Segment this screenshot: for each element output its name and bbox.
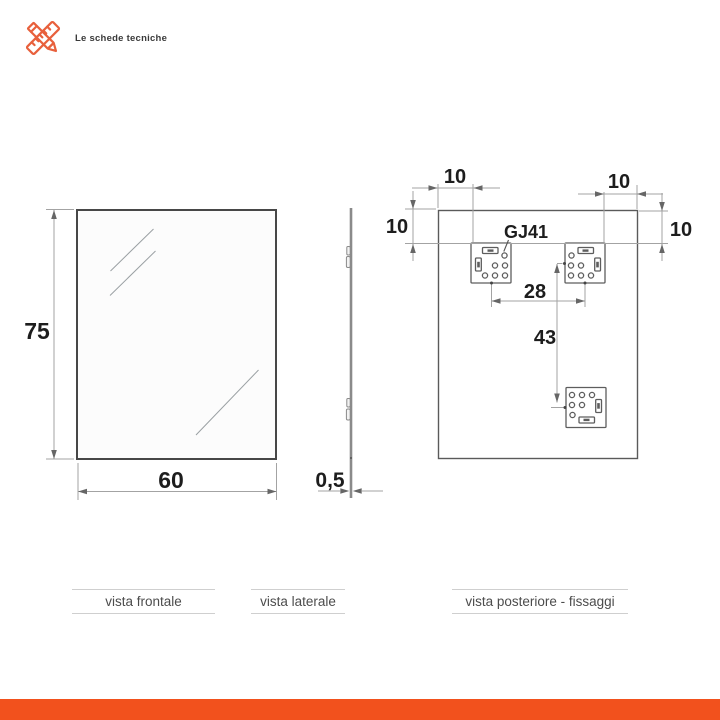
rear-dim-top-left [412,166,500,191]
front-view [24,210,276,501]
bracket-top-right [565,243,605,283]
side-thickness-label: 0,5 [315,469,345,492]
bracket-model-label: GJ41 [503,222,549,242]
rear-dim-side-left-label: 10 [385,216,409,238]
rear-dim-side-right-label: 10 [669,219,693,241]
brand-name: Le schede tecniche [75,32,168,44]
side-hook-top [346,247,350,268]
side-hook-bottom [346,399,350,421]
footer-accent-bar [0,699,720,720]
side-thickness-dimension [315,469,383,494]
rear-view [386,166,692,459]
caption-side-view: vista laterale [251,589,345,614]
side-view [315,208,383,498]
caption-rear-view: vista posteriore - fissaggi [452,589,628,614]
rear-dim-spacing-label: 28 [523,281,547,303]
rear-dim-top-left-label: 10 [443,166,467,188]
front-width-label: 60 [158,467,184,493]
rear-dim-vertical-label: 43 [533,327,557,349]
mirror-front-outline [77,210,276,459]
caption-front-view: vista frontale [72,589,215,614]
front-width-dimension [78,463,277,500]
rear-dim-side-right [659,193,692,261]
front-height-label: 75 [24,318,50,344]
front-height-dimension [24,210,74,460]
bracket-bottom [566,388,606,428]
rear-dim-side-left [386,191,416,261]
rear-dim-top-right-label: 10 [607,171,631,193]
rear-dim-top-right [578,171,663,197]
